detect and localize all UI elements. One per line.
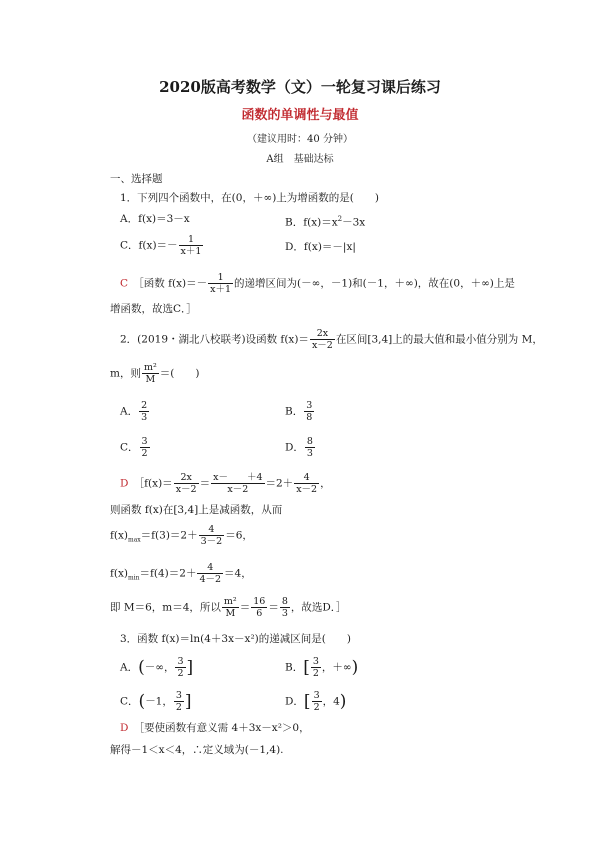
time-note: （建议用时：40 分钟） <box>247 134 353 145</box>
section-heading: 一、选择题 <box>110 173 163 185</box>
q3-option-b: B．[ $\frac{3}{2}$ ，＋∞) <box>285 656 359 679</box>
document-subtitle: 函数的单调性与最值 <box>241 108 359 123</box>
q3-option-c: C．(－1， $\frac{3}{2}$ ] <box>120 690 192 713</box>
q3-option-d: D．[ $\frac{3}{2}$ ，4) <box>285 690 347 713</box>
q1-answer-line2: 增函数，故选C．］ <box>110 303 197 315</box>
q3-option-a: A．(－∞， $\frac{3}{2}$ ] <box>120 656 194 679</box>
q1-answer: C ［函数 f(x)＝－ $\frac{1}{x+1}$ 的递增区间为(－∞，－1)和(－1，＋∞)，故在(0，＋∞)上是 <box>120 272 515 295</box>
q2-option-c: C． $\frac{3}{2}$ <box>120 436 148 459</box>
q1-option-d: D．f(x)＝－|x| <box>285 241 356 253</box>
q2-max-line: $f(x)_{max}=f(3)=2+$ $\frac{4}{3-2}$ ＝6， <box>110 524 253 547</box>
q2-answer: D ［f(x)＝ $\frac{2x}{x-2}$ ＝ $\frac{x- +4}{x-2}$ ＝2＋ $\frac{4}{x-2}$ ， <box>120 472 331 495</box>
q2-answer-line2: 则函数 f(x)在[3,4]上是减函数，从而 <box>110 504 283 516</box>
q2-option-a: A． $\frac{2}{3}$ <box>120 400 148 423</box>
q1-option-c: C．f(x)＝－ $\frac{1}{x+1}$ <box>120 234 202 257</box>
q1-option-a: A．f(x)＝3－x <box>120 213 190 225</box>
q1-option-b: B．$f(x)=x^2-3x$ <box>285 215 366 229</box>
q2-option-d: D． $\frac{8}{3}$ <box>285 436 313 459</box>
q1-stem: 1．下列四个函数中，在(0，＋∞)上为增函数的是( ) <box>120 192 379 204</box>
q2-conclusion: 即 M＝6，m＝4，所以 $\frac{\text{m²}}{M}$ ＝ $\frac{16}{6}$ ＝ $\frac{8}{3}$ ，故选D．］ <box>110 596 347 619</box>
document-title: 2020版高考数学（文）一轮复习课后练习 <box>159 78 441 96</box>
q2-stem: 2．(2019・湖北八校联考)设函数 f(x)＝ $\frac{2x}{x-2}$ 在区间[3,4]上的最大值和最小值分别为 M， <box>120 328 543 351</box>
q3-answer: D ［要使函数有意义需 4＋3x－x²＞0， <box>120 722 310 734</box>
q2-min-line: $f(x)_{min}=f(4)=2+$ $\frac{4}{4-2}$ ＝4， <box>110 562 252 585</box>
q3-stem: 3．函数 f(x)＝ln(4＋3x－x²)的递减区间是( ) <box>120 633 351 645</box>
group-label: A组 基础达标 <box>266 154 334 165</box>
q3-answer-line2: 解得－1＜x＜4，∴定义域为(－1,4). <box>110 744 284 756</box>
q2-option-b: B． $\frac{3}{8}$ <box>285 400 313 423</box>
q2-stem-line2: m，则 $\frac{\text{m²}}{M}$ ＝( ) <box>110 362 200 385</box>
